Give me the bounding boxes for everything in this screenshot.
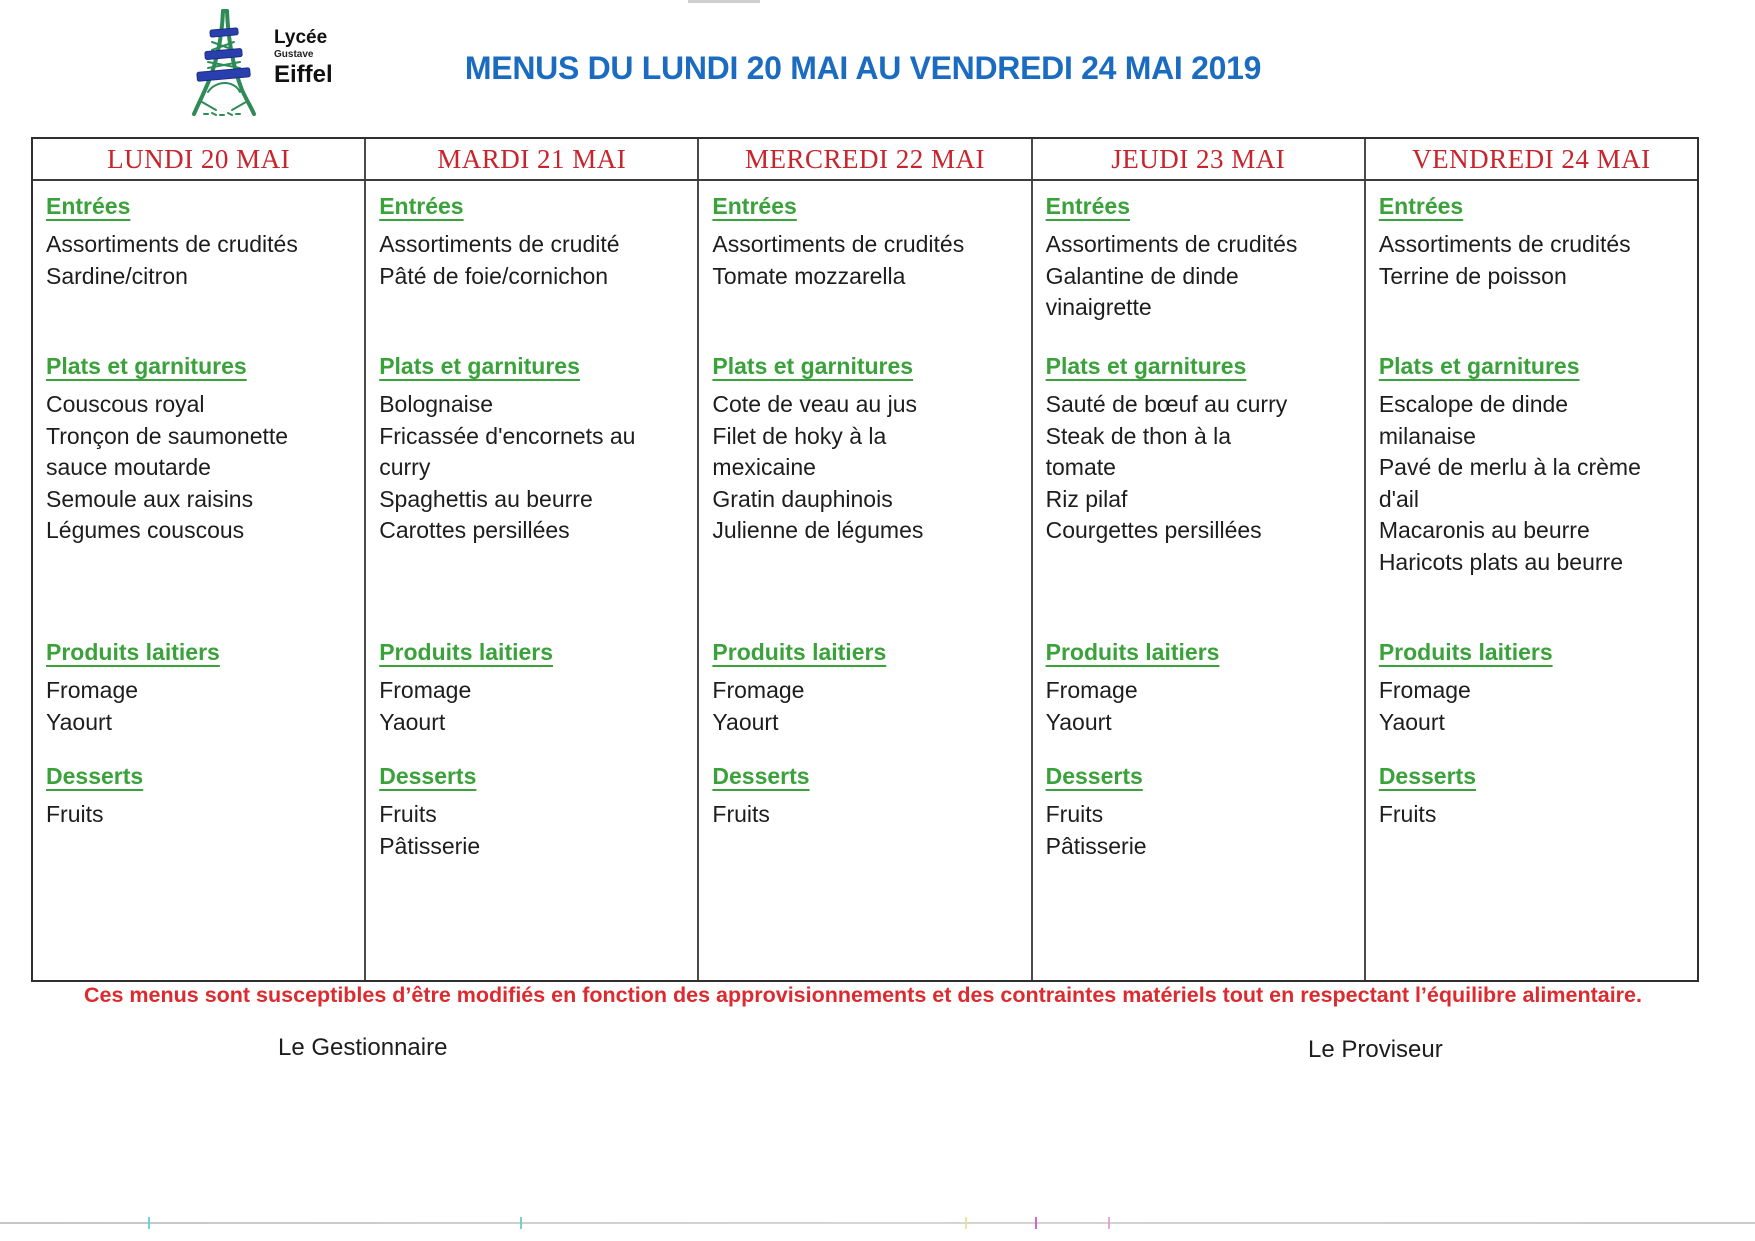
section-heading: Desserts xyxy=(46,763,144,789)
menu-item-line: Couscous royal xyxy=(46,391,205,417)
scan-artifact-line xyxy=(0,1222,1755,1224)
section-heading: Produits laitiers xyxy=(379,639,554,665)
menu-item-line: Assortiments de crudités xyxy=(46,231,298,257)
signature-left: Le Gestionnaire xyxy=(278,1034,448,1061)
day-column xyxy=(1364,181,1697,980)
section-heading: Entrées xyxy=(1045,193,1130,219)
menu-item-line: Filet de hoky à la xyxy=(712,422,887,449)
menu-item-line: Gratin dauphinois xyxy=(712,485,893,512)
menu-item-line: Sauté de bœuf au curry xyxy=(1045,391,1288,417)
menu-item-line: milanaise xyxy=(1378,422,1476,449)
menu-item-line: Spaghettis au beurre xyxy=(379,485,593,512)
menu-item-line: Macaronis au beurre xyxy=(1378,517,1590,543)
menu-item-line: Courgettes persillées xyxy=(1045,517,1262,543)
day-column xyxy=(33,181,364,980)
menu-item-line: sauce moutarde xyxy=(46,454,211,480)
menu-item-line: Riz pilaf xyxy=(1045,485,1128,512)
section-heading: Plats et garnitures xyxy=(46,353,247,379)
logo-text-eiffel: Eiffel xyxy=(274,61,333,88)
menu-item-line: d'ail xyxy=(1378,485,1420,512)
day-column xyxy=(364,181,697,980)
day-column xyxy=(1031,181,1364,980)
menu-item-line: mexicaine xyxy=(712,454,816,480)
section-entrees xyxy=(1046,191,1360,324)
logo-text-gustave: Gustave xyxy=(274,49,314,60)
section-plats-garnitures xyxy=(712,351,1026,547)
section-heading: Produits laitiers xyxy=(1378,639,1553,665)
page-title: MENUS DU LUNDI 20 MAI AU VENDREDI 24 MAI 2019 xyxy=(464,50,1262,86)
logo-text-lycee: Lycée xyxy=(274,27,328,48)
section-produits-laitiers xyxy=(46,637,360,738)
menu-item-line: Fruits xyxy=(712,801,770,827)
menu-item-line: Yaourt xyxy=(712,708,779,735)
section-desserts xyxy=(1046,761,1360,862)
day-header: MERCREDI 22 MAI xyxy=(697,139,1030,179)
section-heading: Plats et garnitures xyxy=(379,353,580,379)
menu-item-line: Fromage xyxy=(1045,677,1138,703)
day-column xyxy=(697,181,1030,980)
section-heading: Entrées xyxy=(46,193,131,219)
day-header: VENDREDI 24 MAI xyxy=(1364,139,1697,179)
menu-item-line: Fruits xyxy=(1045,801,1104,827)
section-desserts xyxy=(379,761,693,862)
section-entrees xyxy=(1379,191,1693,292)
menu-item-line: Assortiments de crudités xyxy=(1045,231,1298,257)
menu-item-line: Carottes persillées xyxy=(379,517,570,543)
menu-item-line: Escalope de dinde xyxy=(1378,391,1569,417)
signature-right: Le Proviseur xyxy=(1308,1036,1443,1063)
menu-item-line: Fromage xyxy=(46,677,139,703)
menu-item-line: Pâtisserie xyxy=(1045,832,1147,859)
menu-item-line: Bolognaise xyxy=(379,391,494,417)
section-heading: Desserts xyxy=(1045,763,1143,789)
menu-item-line: tomate xyxy=(1045,454,1116,480)
section-heading: Entrées xyxy=(379,193,464,219)
menu-item-line: Pavé de merlu à la crème xyxy=(1378,454,1641,480)
section-heading: Desserts xyxy=(712,763,810,789)
section-produits-laitiers xyxy=(712,637,1026,738)
section-heading: Plats et garnitures xyxy=(712,353,914,379)
menu-item-line: Haricots plats au beurre xyxy=(1378,548,1623,575)
day-header: LUNDI 20 MAI xyxy=(107,143,291,174)
menu-item-line: Légumes couscous xyxy=(46,517,245,543)
menu-item-line: Fromage xyxy=(712,677,805,703)
section-plats-garnitures xyxy=(1046,351,1360,547)
menu-item-line: Fruits xyxy=(379,801,437,827)
table-body-row xyxy=(33,181,1697,980)
section-entrees xyxy=(46,191,360,292)
section-heading: Entrées xyxy=(712,193,797,219)
menu-item-line: Yaourt xyxy=(1378,708,1445,735)
section-heading: Produits laitiers xyxy=(712,639,887,665)
menu-item-line: Semoule aux raisins xyxy=(46,485,254,512)
menu-item-line: Yaourt xyxy=(379,708,446,735)
menu-item-line: Fricassée d'encornets au xyxy=(379,422,636,449)
logo-text xyxy=(274,28,333,88)
section-produits-laitiers xyxy=(379,637,693,738)
menu-item-line: Terrine de poisson xyxy=(1378,262,1567,289)
menu-item-line: Yaourt xyxy=(1045,708,1112,735)
section-heading: Plats et garnitures xyxy=(1378,353,1580,379)
menu-item-line: Fruits xyxy=(46,801,104,827)
menu-item-line: Fromage xyxy=(379,677,472,703)
menu-item-line: curry xyxy=(379,454,431,480)
section-desserts xyxy=(1379,761,1693,831)
section-heading: Plats et garnitures xyxy=(1045,353,1247,379)
menu-item-line: Yaourt xyxy=(46,708,113,735)
section-heading: Desserts xyxy=(1378,763,1476,789)
section-produits-laitiers xyxy=(1046,637,1360,738)
section-heading: Desserts xyxy=(379,763,477,789)
section-plats-garnitures xyxy=(379,351,693,547)
section-produits-laitiers xyxy=(1379,637,1693,738)
school-logo xyxy=(182,6,422,120)
section-heading: Produits laitiers xyxy=(46,639,220,665)
menu-item-line: Galantine de dinde xyxy=(1045,262,1239,289)
menu-item-line: Fromage xyxy=(1378,677,1471,703)
section-heading: Entrées xyxy=(1378,193,1464,219)
day-header: MARDI 21 MAI xyxy=(364,139,697,179)
disclaimer-text: Ces menus sont susceptibles d’être modifiés en fonction des approvisionnements et des contraintes matériels tout en respectant l’équilibre alimentaire. xyxy=(84,983,1642,1007)
menu-item-line: Cote de veau au jus xyxy=(712,391,917,417)
section-plats-garnitures xyxy=(46,351,360,547)
menu-item-line: Steak de thon à la xyxy=(1045,422,1232,449)
section-entrees xyxy=(379,191,693,292)
section-desserts xyxy=(712,761,1026,831)
table-header-row xyxy=(33,139,1697,181)
section-heading: Produits laitiers xyxy=(1045,639,1220,665)
menu-item-line: Pâté de foie/cornichon xyxy=(379,262,609,289)
menu-item-line: Assortiments de crudité xyxy=(379,231,620,257)
scan-artifact-top xyxy=(688,0,760,3)
menu-item-line: Tomate mozzarella xyxy=(712,262,906,289)
eiffel-tower-icon xyxy=(182,6,268,120)
menu-item-line: Julienne de légumes xyxy=(712,517,924,543)
menu-item-line: Assortiments de crudités xyxy=(712,231,965,257)
menu-item-line: Fruits xyxy=(1378,801,1437,827)
section-entrees xyxy=(712,191,1026,292)
section-desserts xyxy=(46,761,360,831)
section-plats-garnitures xyxy=(1379,351,1693,578)
day-header: JEUDI 23 MAI xyxy=(1031,139,1364,179)
menu-item-line: Assortiments de crudités xyxy=(1378,231,1631,257)
menu-item-line: Pâtisserie xyxy=(379,832,481,859)
menu-item-line: Tronçon de saumonette xyxy=(46,422,289,449)
menu-table xyxy=(31,137,1699,982)
menu-item-line: Sardine/citron xyxy=(46,262,188,289)
menu-item-line: vinaigrette xyxy=(1045,294,1152,320)
